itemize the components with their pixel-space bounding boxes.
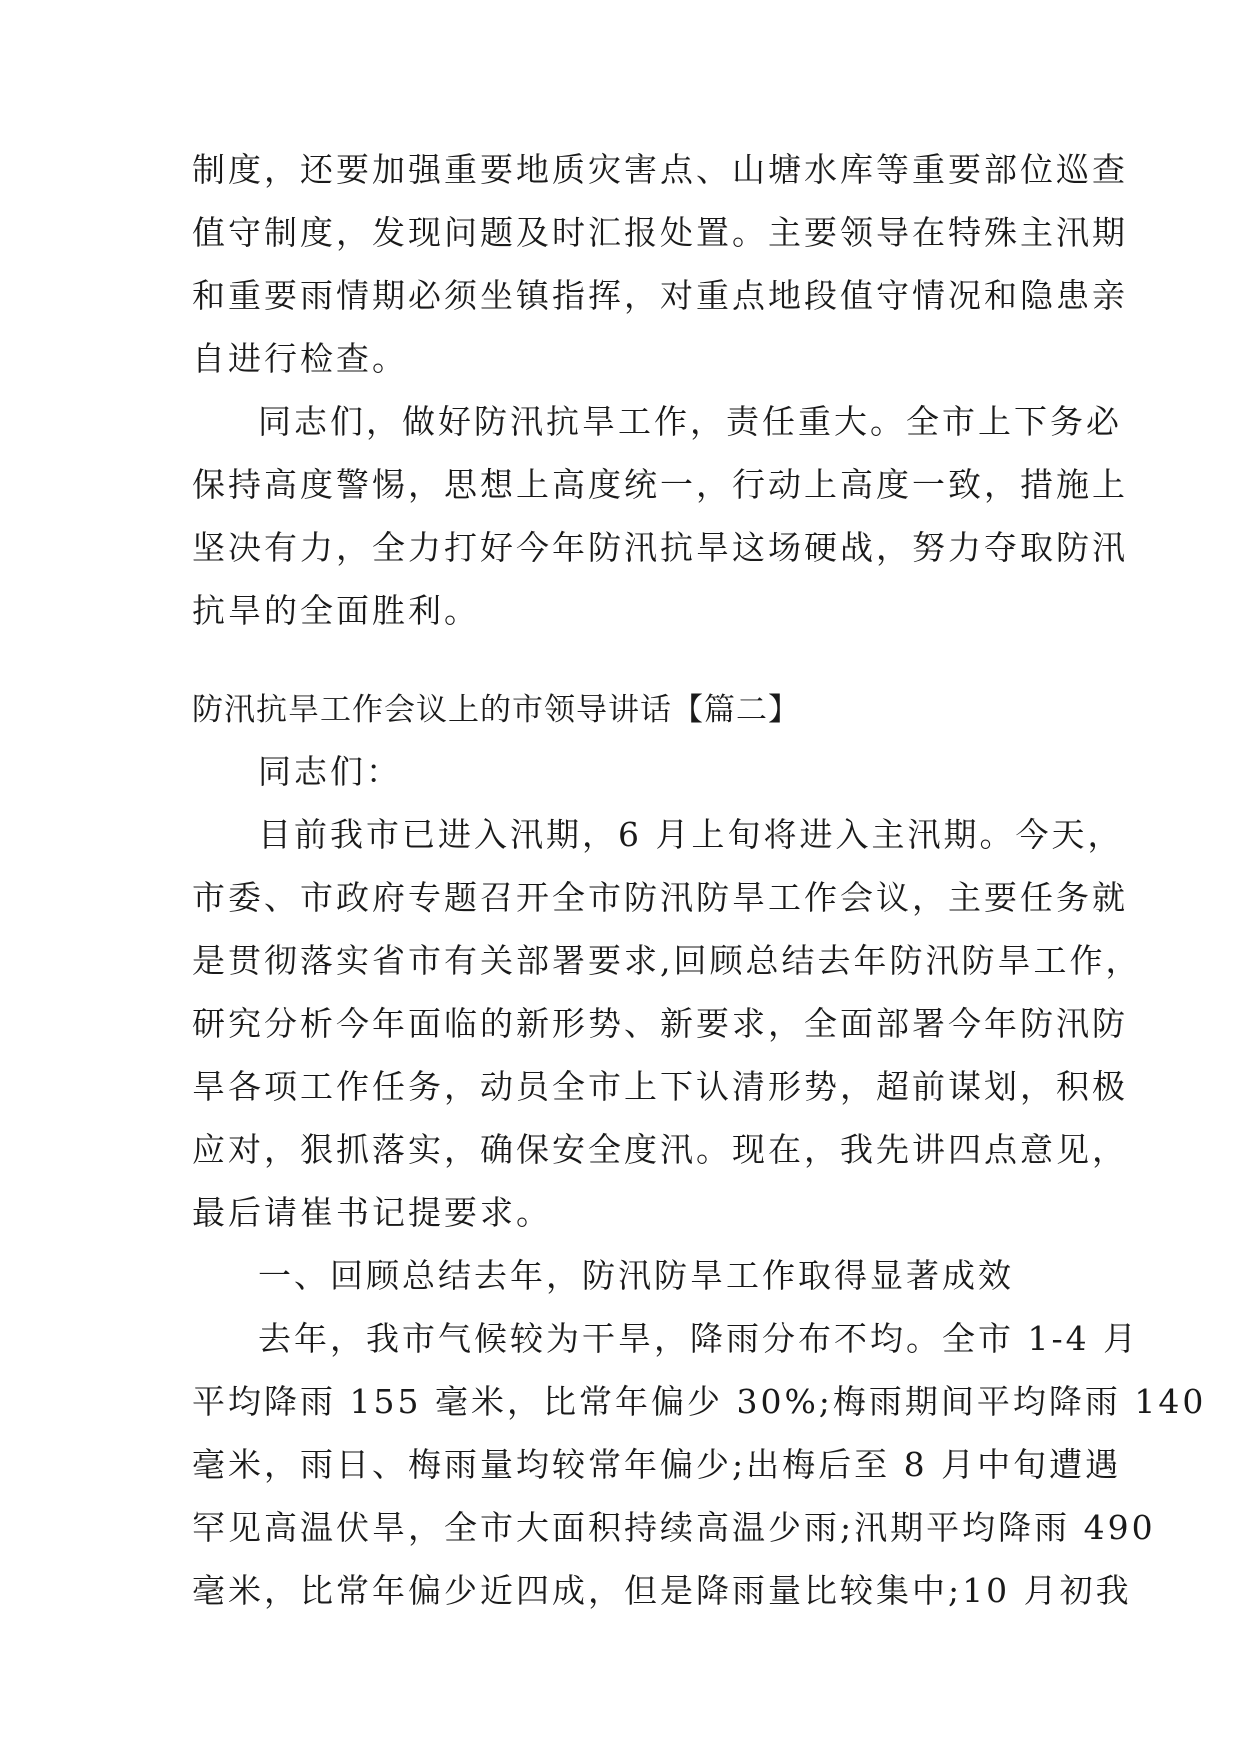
text-line: 旱各项工作任务，动员全市上下认清形势，超前谋划，积极 [192, 1067, 1128, 1106]
section-title: 防汛抗旱工作会议上的市领导讲话【篇二】 [192, 692, 800, 728]
paragraph-first-line: 同志们，做好防汛抗旱工作，责任重大。全市上下务必 [258, 402, 1122, 441]
text-line: 毫米，雨日、梅雨量均较常年偏少;出梅后至 8 月中旬遭遇 [192, 1445, 1122, 1484]
text-line: 罕见高温伏旱，全市大面积持续高温少雨;汛期平均降雨 490 [192, 1508, 1156, 1547]
text-line: 自进行检查。 [192, 339, 408, 378]
text-line: 保持高度警惕，思想上高度统一，行动上高度一致，措施上 [192, 465, 1128, 504]
text-line: 毫米，比常年偏少近四成，但是降雨量比较集中;10 月初我 [192, 1571, 1132, 1610]
text-line: 坚决有力，全力打好今年防汛抗旱这场硬战，努力夺取防汛 [192, 528, 1128, 567]
text-line: 和重要雨情期必须坐镇指挥，对重点地段值守情况和隐患亲 [192, 276, 1128, 315]
text-line: 值守制度，发现问题及时汇报处置。主要领导在特殊主汛期 [192, 213, 1128, 252]
text-line: 抗旱的全面胜利。 [192, 591, 480, 630]
text-line: 平均降雨 155 毫米，比常年偏少 30%;梅雨期间平均降雨 140 [192, 1382, 1207, 1421]
text-line: 应对，狠抓落实，确保安全度汛。现在，我先讲四点意见， [192, 1130, 1128, 1169]
text-line: 制度，还要加强重要地质灾害点、山塘水库等重要部位巡查 [192, 150, 1128, 189]
subsection-heading: 一、回顾总结去年，防汛防旱工作取得显著成效 [258, 1256, 1014, 1295]
text-line: 研究分析今年面临的新形势、新要求，全面部署今年防汛防 [192, 1004, 1128, 1043]
salutation: 同志们： [258, 752, 402, 791]
text-line: 最后请崔书记提要求。 [192, 1193, 552, 1232]
paragraph-first-line: 去年，我市气候较为干旱，降雨分布不均。全市 1-4 月 [258, 1319, 1140, 1358]
paragraph-first-line: 目前我市已进入汛期，6 月上旬将进入主汛期。今天， [258, 815, 1124, 854]
text-line: 市委、市政府专题召开全市防汛防旱工作会议，主要任务就 [192, 878, 1128, 917]
text-line: 是贯彻落实省市有关部署要求,回顾总结去年防汛防旱工作， [192, 941, 1142, 980]
